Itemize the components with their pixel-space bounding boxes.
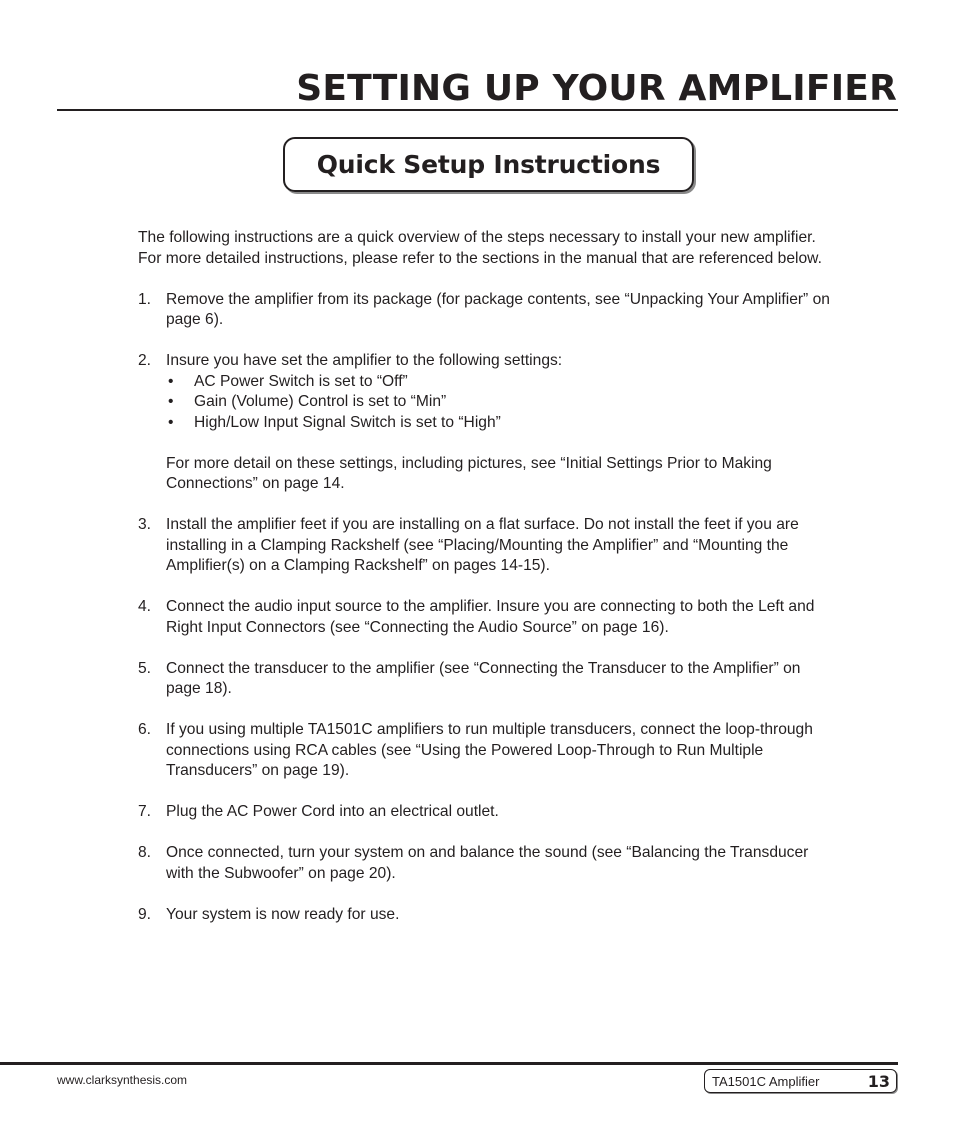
step-item [138, 290, 838, 331]
step-item [138, 597, 838, 638]
footer-product-name: TA1501C Amplifier [712, 1073, 820, 1089]
footer-page-tab [704, 1069, 897, 1093]
bullet-text: High/Low Input Signal Switch is set to “High” [194, 413, 501, 431]
step-text: Connect the audio input source to the amplifier. Insure you are connecting to both the Left and Right Input Connectors (see “Connecting the Audio Source” on page 16). [166, 598, 815, 636]
step-item [138, 843, 838, 884]
step-text: Insure you have set the amplifier to the following settings: [166, 352, 563, 369]
step-number: 3. [138, 516, 152, 533]
step-item [138, 515, 838, 577]
step-item [138, 351, 838, 495]
footer-divider [0, 1062, 898, 1065]
step-item [138, 720, 838, 782]
step-item [138, 802, 838, 823]
step-text: Connect the transducer to the amplifier (see “Connecting the Transducer to the Amplifier” on page 18). [166, 659, 801, 697]
step-number: 2. [138, 352, 152, 369]
instructions-content [138, 228, 838, 946]
step-number: 9. [138, 905, 152, 923]
bullet-item [166, 372, 838, 393]
step-item [138, 659, 838, 700]
bullet-item [166, 413, 838, 434]
bullet-icon: • [168, 413, 174, 431]
step-number: 6. [138, 721, 152, 738]
bullet-text: AC Power Switch is set to “Off” [194, 372, 408, 390]
step-text: Your system is now ready for use. [166, 905, 400, 923]
page-number: 13 [867, 1071, 890, 1091]
step-item [138, 905, 838, 926]
step-number: 8. [138, 844, 152, 861]
step-number: 5. [138, 659, 152, 677]
intro-paragraph: The following instructions are a quick overview of the steps necessary to install your new amplifier. For more detailed instructions, please refer to the sections in the manual that are referenced below. [138, 229, 822, 267]
step-number: 4. [138, 598, 152, 615]
footer-website: www.clarksynthesis.com [57, 1073, 188, 1087]
step-text: Install the amplifier feet if you are installing on a flat surface. Do not install the feet if you are installing in a Clamping Rackshelf (see “Placing/Mounting the Amplifier” and “Mounting the Amplifier(s) on a Clamping Rackshelf” on pages 14-15). [166, 516, 799, 574]
section-title-box [283, 137, 694, 192]
step-text: Once connected, turn your system on and balance the sound (see “Balancing the Transducer with the Subwoofer” on page 20). [166, 844, 809, 882]
bullet-icon: • [168, 372, 174, 390]
section-title: Quick Setup Instructions [316, 150, 661, 179]
step-note: For more detail on these settings, including pictures, see “Initial Settings Prior to Making Connections” on page 14. [166, 454, 772, 492]
step-number: 7. [138, 803, 152, 820]
step-text: If you using multiple TA1501C amplifiers to run multiple transducers, connect the loop-through connections using RCA cables (see “Using the Powered Loop-Through to Run Multiple Transducers” on page 19). [166, 721, 813, 779]
step-text: Plug the AC Power Cord into an electrical outlet. [166, 803, 499, 820]
steps-list [138, 290, 838, 926]
step-text: Remove the amplifier from its package (for package contents, see “Unpacking Your Amplifier” on page 6). [166, 290, 830, 328]
step-number: 1. [138, 290, 152, 308]
page-title: SETTING UP YOUR AMPLIFIER [296, 68, 897, 109]
bullet-text: Gain (Volume) Control is set to “Min” [194, 393, 447, 410]
title-divider [57, 109, 898, 111]
settings-bullet-list [166, 372, 838, 434]
bullet-icon: • [168, 393, 174, 410]
bullet-item [166, 392, 838, 413]
